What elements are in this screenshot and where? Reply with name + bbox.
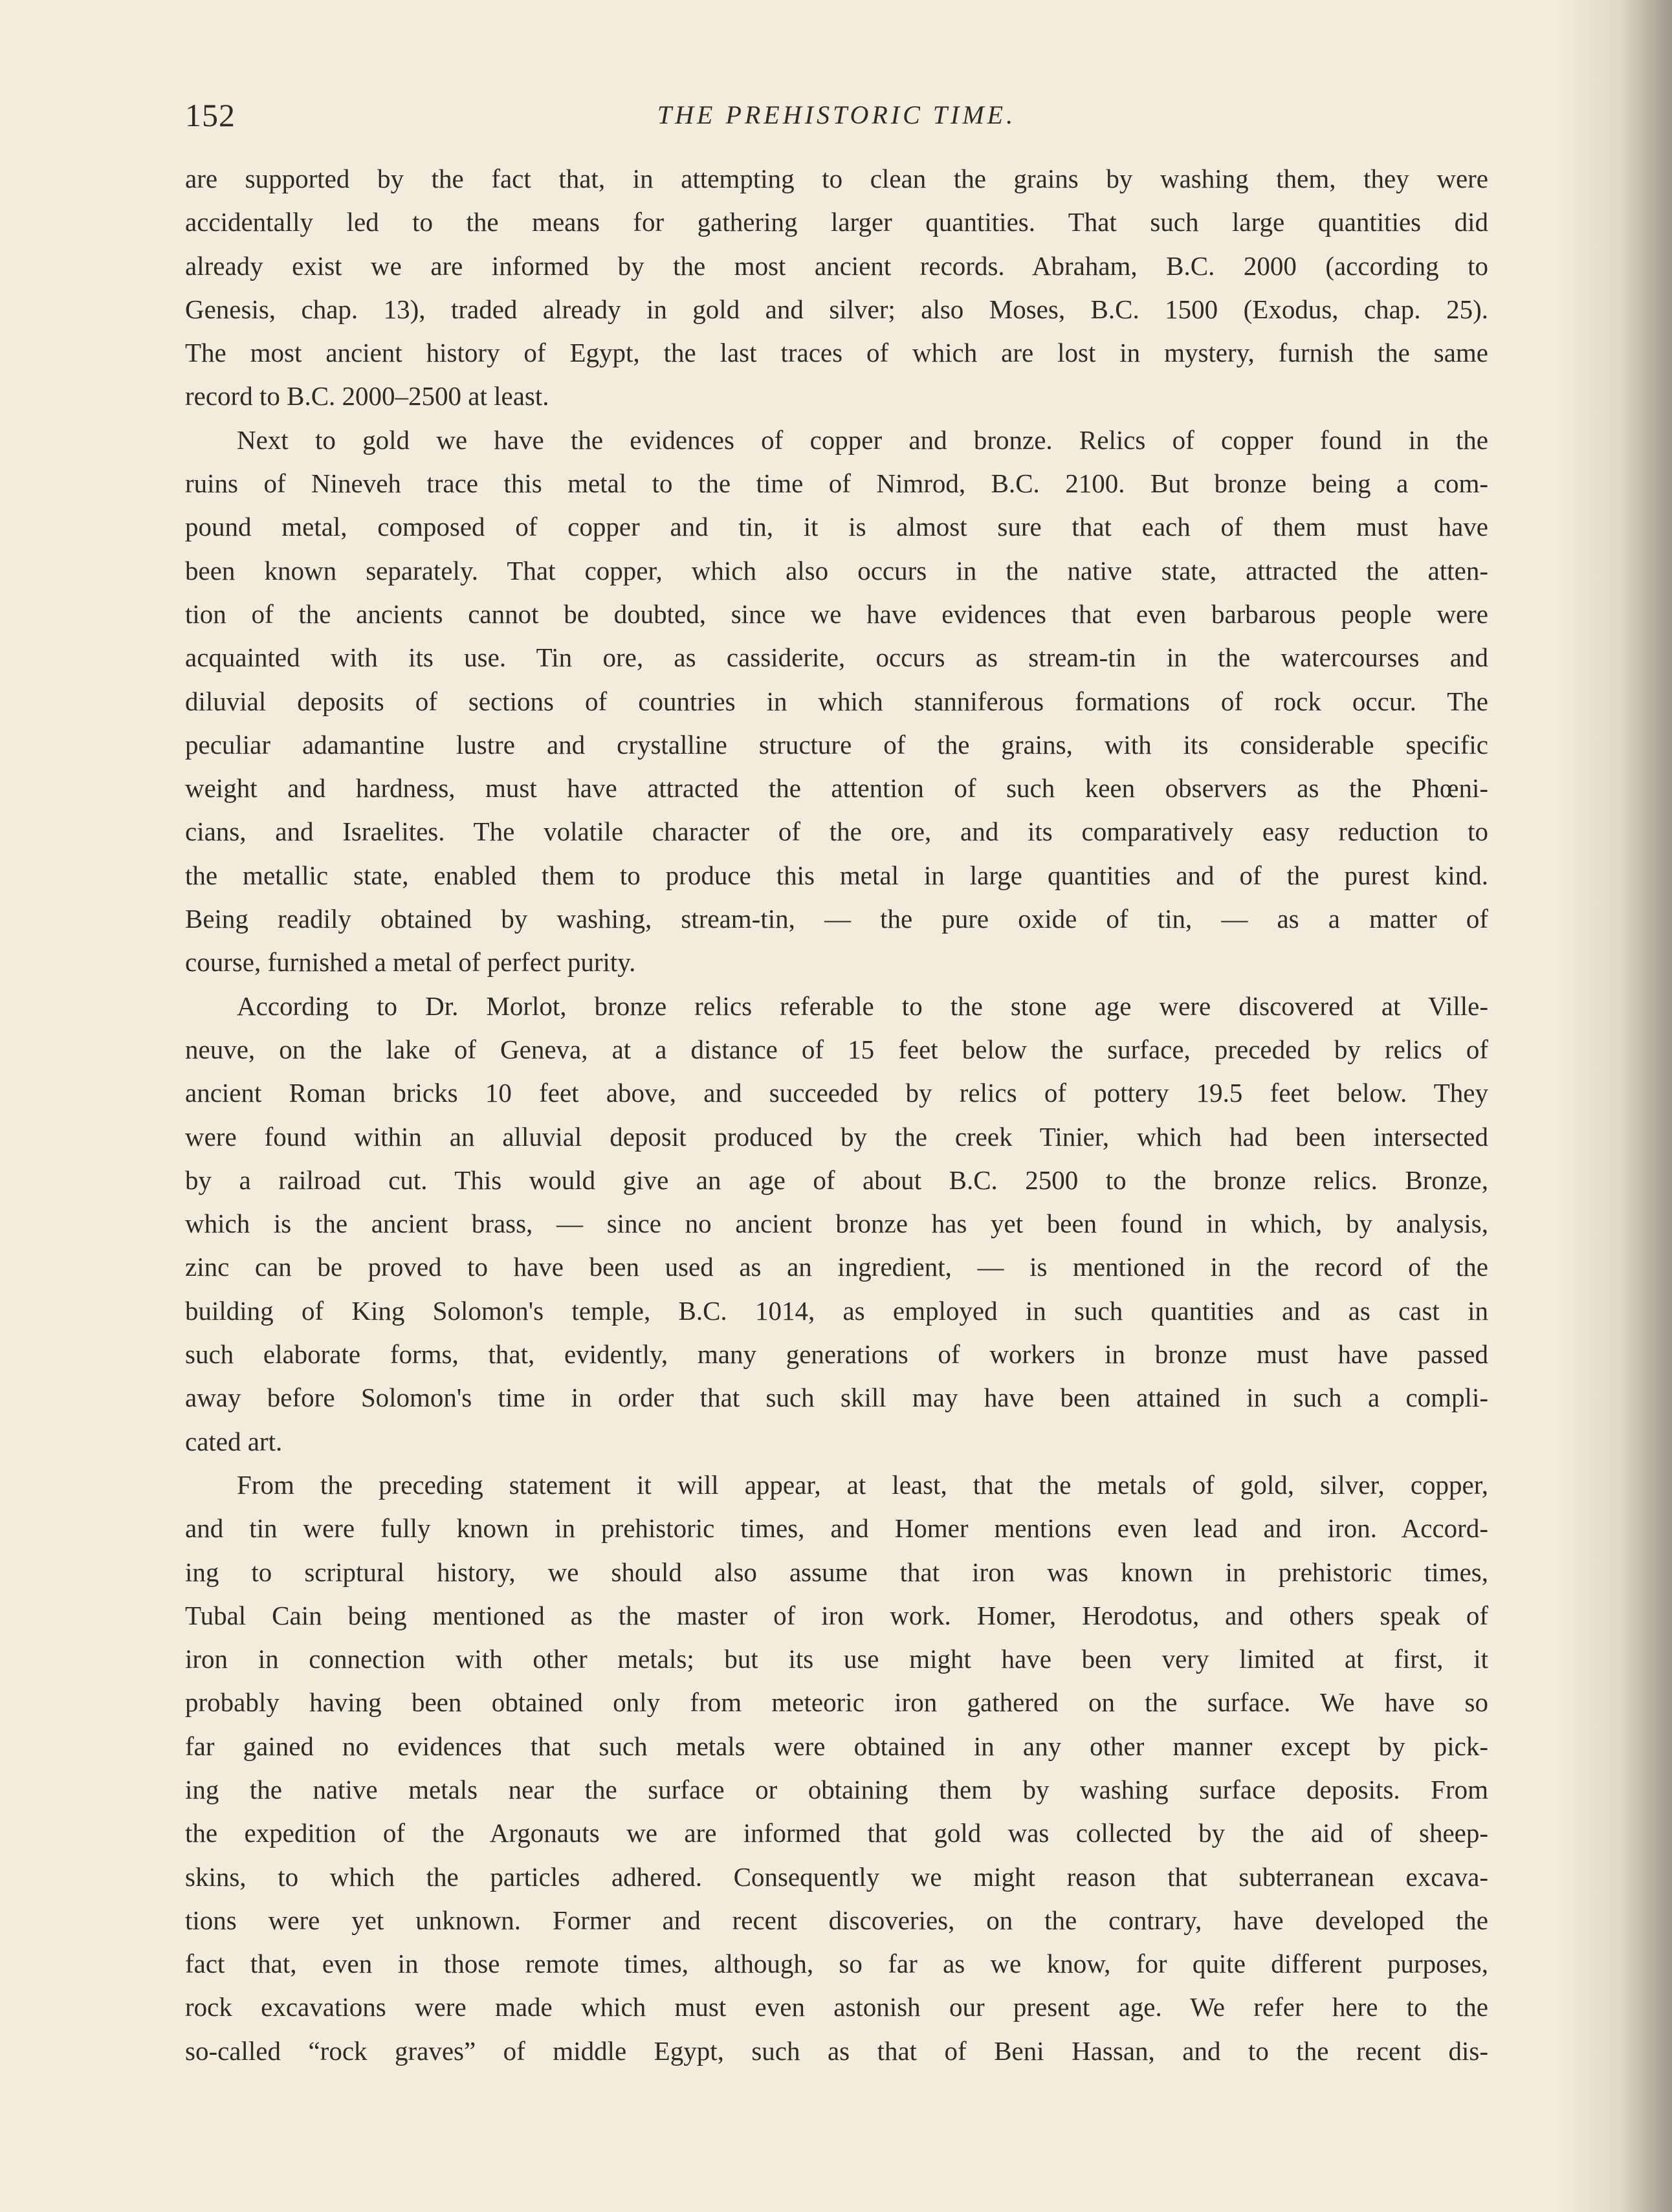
text-line: which is the ancient brass, — since no ancient bronze has yet been found in which, by analysis, bbox=[185, 1209, 1488, 1239]
text-line: such elaborate forms, that, evidently, many generations of workers in bronze must have passed bbox=[185, 1339, 1488, 1370]
text-line: building of King Solomon's temple, B.C. 1014, as employed in such quantities and as cast in bbox=[185, 1295, 1488, 1326]
running-head bbox=[185, 89, 1488, 141]
paragraph-first-line: Next to gold we have the evidences of copper and bronze. Relics of copper found in the bbox=[237, 424, 1488, 455]
text-line: so-called “rock graves” of middle Egypt, such as that of Beni Hassan, and to the recent dis- bbox=[185, 2035, 1488, 2066]
text-line: iron in connection with other metals; but its use might have been very limited at first, it bbox=[185, 1644, 1488, 1674]
text-line: weight and hardness, must have attracted the attention of such keen observers as the Phœni- bbox=[185, 773, 1488, 804]
text-line: acquainted with its use. Tin ore, as cassiderite, occurs as stream-tin in the watercourses and bbox=[185, 642, 1488, 673]
body-text bbox=[185, 157, 1488, 2073]
text-line: already exist we are informed by the most ancient records. Abraham, B.C. 2000 (according to bbox=[185, 250, 1488, 281]
text-line: been known separately. That copper, which also occurs in the native state, attracted the atten- bbox=[185, 555, 1488, 586]
text-line: cians, and Israelites. The volatile character of the ore, and its comparatively easy reduction to bbox=[185, 816, 1488, 847]
text-line: ancient Roman bricks 10 feet above, and succeeded by relics of pottery 19.5 feet below. They bbox=[185, 1078, 1488, 1108]
text-line: Genesis, chap. 13), traded already in gold and silver; also Moses, B.C. 1500 (Exodus, chap. 25). bbox=[185, 294, 1488, 324]
text-line: skins, to which the particles adhered. Consequently we might reason that subterranean excava- bbox=[185, 1861, 1488, 1892]
text-line: the metallic state, enabled them to produce this metal in large quantities and of the purest kind. bbox=[185, 860, 1488, 890]
text-line: and tin were fully known in prehistoric times, and Homer mentions even lead and iron. Accord- bbox=[185, 1513, 1488, 1544]
running-title: THE PREHISTORIC TIME. bbox=[657, 100, 1017, 129]
text-line: ruins of Nineveh trace this metal to the time of Nimrod, B.C. 2100. But bronze being a com- bbox=[185, 468, 1488, 499]
text-line: cated art. bbox=[185, 1426, 283, 1456]
page-number: 152 bbox=[185, 97, 236, 133]
text-line: peculiar adamantine lustre and crystalline structure of the grains, with its considerable specific bbox=[185, 729, 1488, 760]
text-line: neuve, on the lake of Geneva, at a distance of 15 feet below the surface, preceded by relics of bbox=[185, 1034, 1488, 1064]
text-line: probably having been obtained only from meteoric iron gathered on the surface. We have so bbox=[185, 1687, 1488, 1718]
text-line: diluvial deposits of sections of countries in which stanniferous formations of rock occur. The bbox=[185, 686, 1488, 716]
text-line: tion of the ancients cannot be doubted, since we have evidences that even barbarous people were bbox=[185, 598, 1488, 629]
text-line: The most ancient history of Egypt, the last traces of which are lost in mystery, furnish the same bbox=[185, 338, 1488, 368]
paragraph-first-line: From the preceding statement it will appear, at least, that the metals of gold, silver, copper, bbox=[237, 1469, 1488, 1500]
text-line: record to B.C. 2000–2500 at least. bbox=[185, 381, 549, 411]
text-line: rock excavations were made which must even astonish our present age. We refer here to the bbox=[185, 1992, 1488, 2022]
text-line: far gained no evidences that such metals were obtained in any other manner except by pick- bbox=[185, 1731, 1488, 1761]
text-line: course, furnished a metal of perfect purity. bbox=[185, 947, 636, 978]
text-line: zinc can be proved to have been used as an ingredient, — is mentioned in the record of the bbox=[185, 1252, 1488, 1282]
text-line: accidentally led to the means for gathering larger quantities. That such large quantities did bbox=[185, 207, 1488, 237]
page-edge-shadow bbox=[1556, 0, 1672, 2212]
text-line: fact that, even in those remote times, although, so far as we know, for quite different purposes, bbox=[185, 1949, 1488, 1979]
text-line: Tubal Cain being mentioned as the master of iron work. Homer, Herodotus, and others speak of bbox=[185, 1600, 1488, 1630]
text-line: tions were yet unknown. Former and recent discoveries, on the contrary, have developed the bbox=[185, 1905, 1488, 1935]
text-line: ing to scriptural history, we should also assume that iron was known in prehistoric times, bbox=[185, 1557, 1488, 1587]
text-line: are supported by the fact that, in attempting to clean the grains by washing them, they were bbox=[185, 164, 1488, 193]
text-line: Being readily obtained by washing, stream-tin, — the pure oxide of tin, — as a matter of bbox=[185, 904, 1488, 934]
text-line: were found within an alluvial deposit produced by the creek Tinier, which had been intersected bbox=[185, 1121, 1488, 1152]
text-line: ing the native metals near the surface or obtaining them by washing surface deposits. From bbox=[185, 1774, 1488, 1804]
text-line: by a railroad cut. This would give an age of about B.C. 2500 to the bronze relics. Bronze, bbox=[185, 1165, 1488, 1195]
paragraph-first-line: According to Dr. Morlot, bronze relics referable to the stone age were discovered at Ville- bbox=[237, 991, 1488, 1021]
text-line: away before Solomon's time in order that such skill may have been attained in such a compli- bbox=[185, 1383, 1488, 1413]
text-line: pound metal, composed of copper and tin, it is almost sure that each of them must have bbox=[185, 512, 1488, 542]
text-line: the expedition of the Argonauts we are informed that gold was collected by the aid of sheep- bbox=[185, 1818, 1488, 1848]
